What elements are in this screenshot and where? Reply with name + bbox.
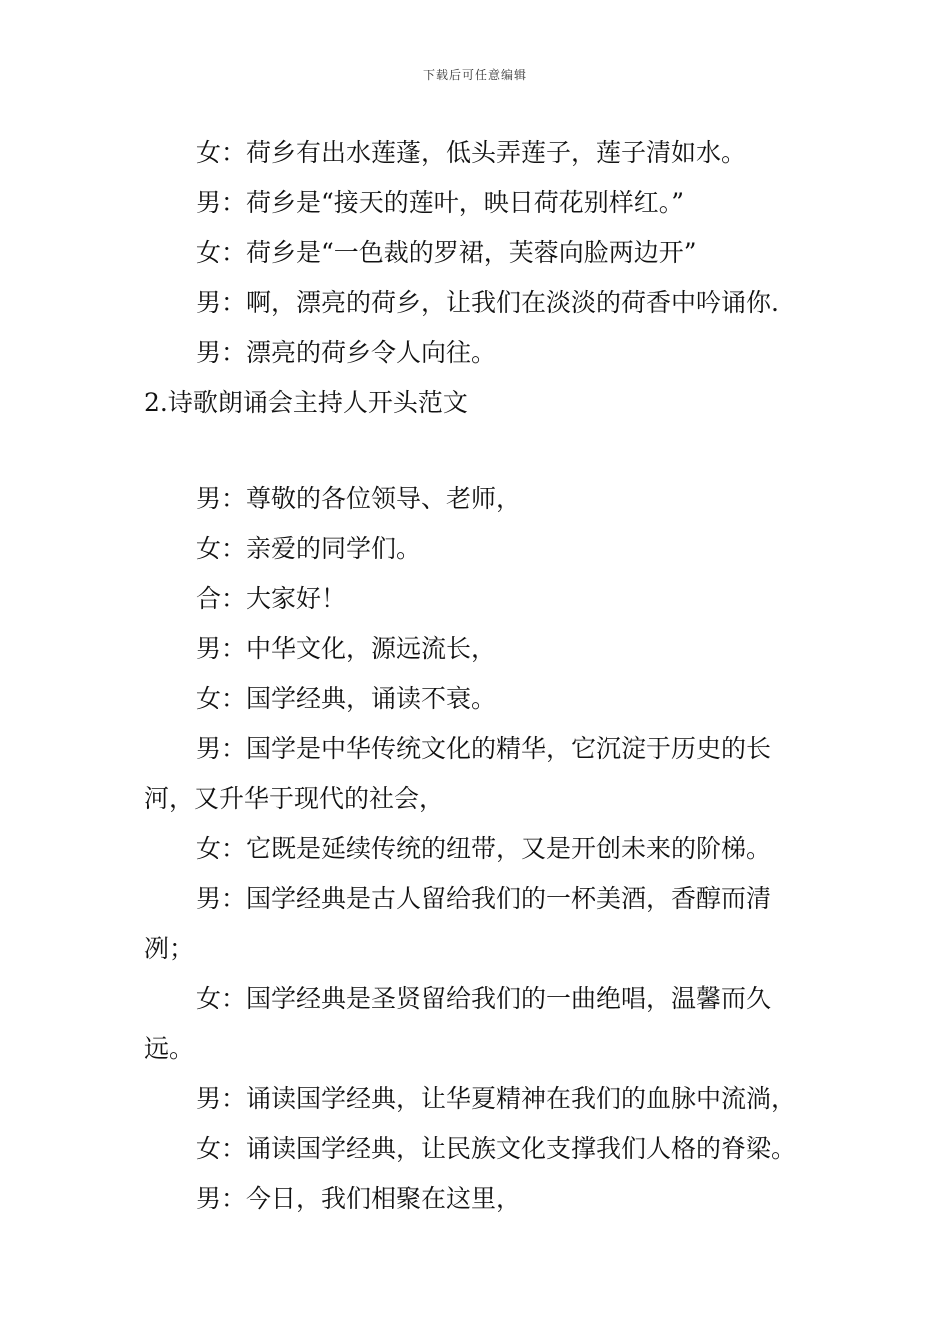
page-header: 下载后可任意编辑 (422, 68, 527, 82)
paragraph-line: 男：诵读国学经典，让华夏精神在我们的血脉中流淌， (196, 1084, 797, 1113)
paragraph-line: 女：荷乡有出水莲蓬，低头弄莲子，莲子清如水。 (196, 138, 747, 167)
spacer (144, 428, 810, 474)
paragraph-line: 女：诵读国学经典，让民族文化支撑我们人格的脊梁。 (196, 1134, 797, 1163)
paragraph-line: 合：大家好！ (196, 584, 347, 613)
paragraph-line: 女：国学经典是圣贤留给我们的一曲绝唱，温馨而久 (196, 984, 772, 1013)
paragraph-line: 男：荷乡是“接天的莲叶，映日荷花别样红。” (196, 188, 685, 217)
paragraph-line: 女：亲爱的同学们。 (196, 534, 422, 563)
paragraph-line: 男：国学是中华传统文化的精华，它沉淀于历史的长 (196, 734, 772, 763)
section-heading: 2.诗歌朗诵会主持人开头范文 (144, 388, 468, 417)
paragraph-line: 男：国学经典是古人留给我们的一杯美酒，香醇而清 (196, 884, 772, 913)
paragraph-line: 男：中华文化，源远流长， (196, 634, 497, 663)
paragraph-line: 男：今日，我们相聚在这里， (196, 1184, 522, 1213)
paragraph-line-continued: 冽； (144, 934, 195, 963)
paragraph-line: 男：尊敬的各位领导、老师， (196, 484, 522, 513)
paragraph-line-continued: 河，又升华于现代的社会， (144, 784, 445, 813)
document-body (144, 128, 810, 1224)
paragraph-line-continued: 远。 (144, 1034, 195, 1063)
paragraph-line: 女：荷乡是“一色裁的罗裙，芙蓉向脸两边开” (196, 238, 697, 267)
paragraph-line: 女：国学经典，诵读不衰。 (196, 684, 497, 713)
paragraph-line: 男：啊，漂亮的荷乡，让我们在淡淡的荷香中吟诵你. (196, 288, 779, 317)
paragraph-line: 女：它既是延续传统的纽带，又是开创未来的阶梯。 (196, 834, 772, 863)
paragraph-line: 男：漂亮的荷乡令人向往。 (196, 338, 497, 367)
